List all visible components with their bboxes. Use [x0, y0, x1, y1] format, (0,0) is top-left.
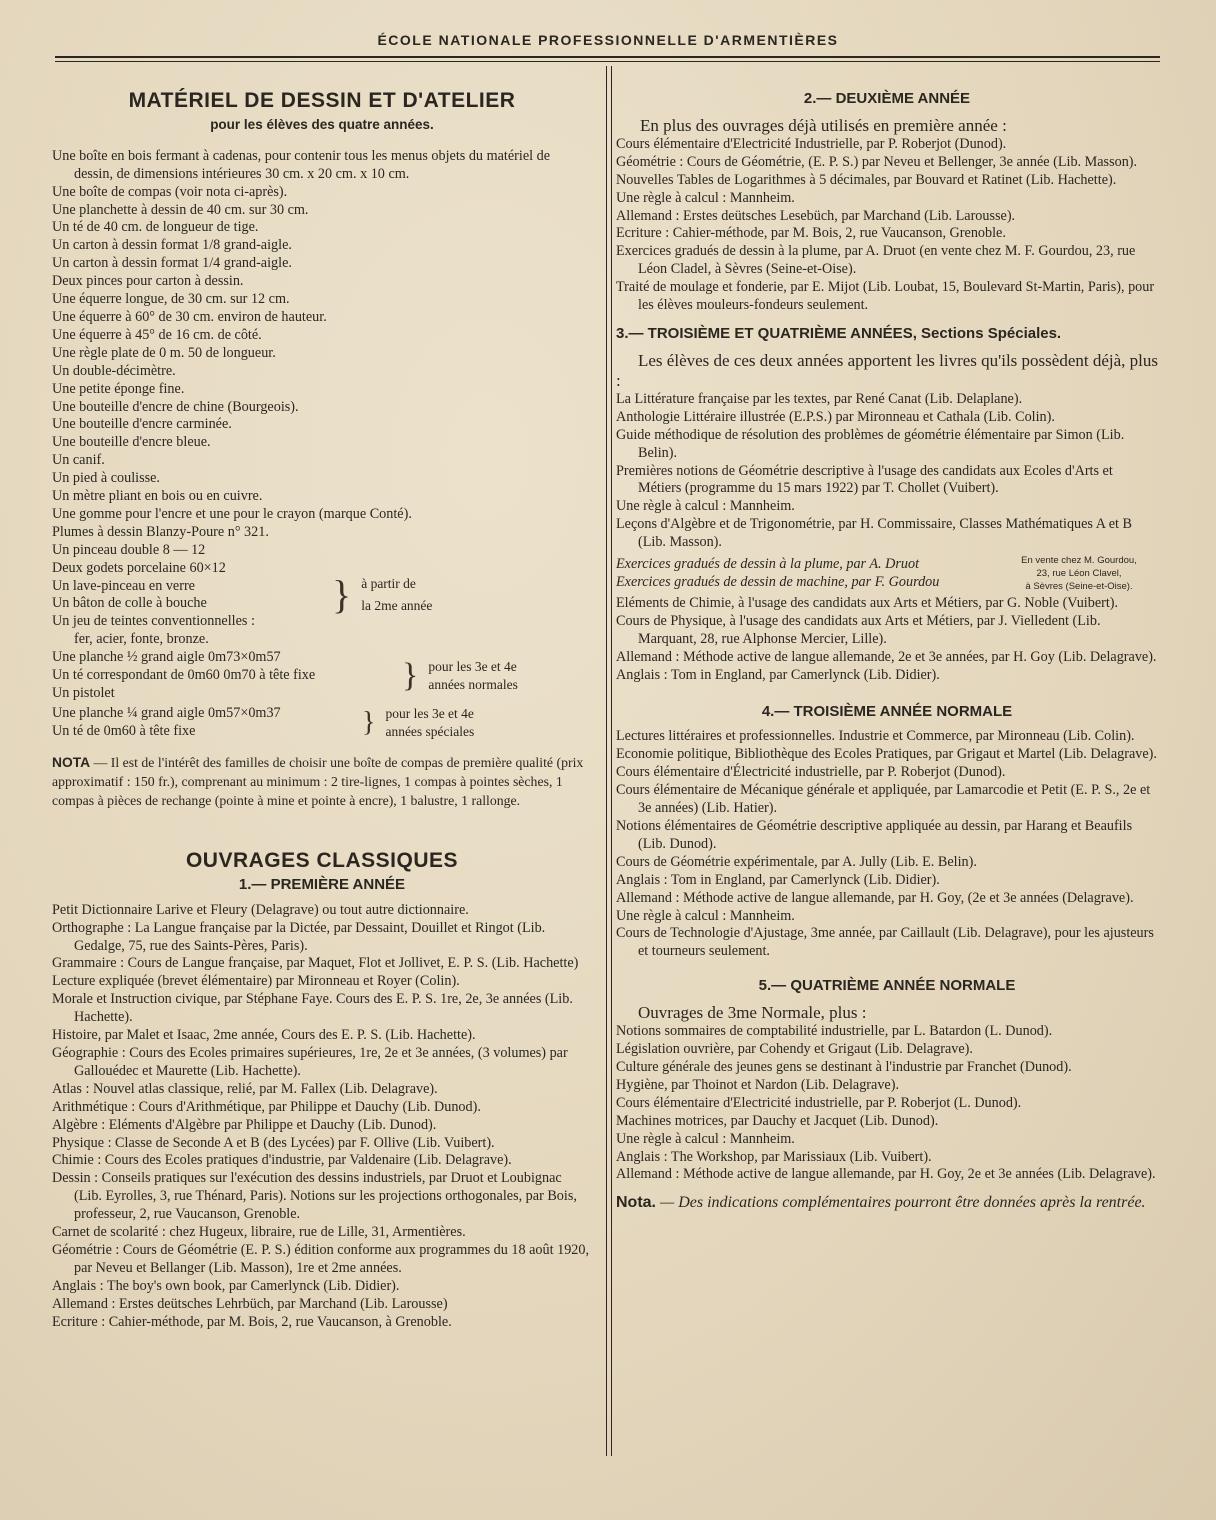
- list-item: Une boîte en bois fermant à cadenas, pour contenir tous les menus objets du matériel de dessin, de dimensions intérieures 30 cm. x 20 cm. x 10 cm.: [52, 147, 550, 182]
- list-item: Cours élémentaire de Mécanique générale et appliquée, par Lamarcodie et Petit (E. P. S., 2e et 3e années) (Lib. Hatier).: [616, 782, 1151, 817]
- list-item: Une planche ½ grand aigle 0m73×0m57: [52, 649, 281, 666]
- list-item: Une bouteille d'encre carminée.: [52, 416, 232, 433]
- section-title: 4.— TROISIÈME ANNÉE NORMALE: [761, 702, 1013, 720]
- list-item: Une bouteille d'encre bleue.: [52, 434, 211, 451]
- druot-gourdou-group: [616, 554, 1158, 593]
- list-item: Un té de 40 cm. de longueur de tige.: [52, 219, 259, 236]
- list-item: Une règle à calcul : Mannheim.: [616, 907, 795, 924]
- materiel-title: MATÉRIEL DE DESSIN ET D'ATELIER: [128, 89, 516, 112]
- list-item: Une règle à calcul : Mannheim.: [616, 498, 795, 515]
- vente-note: à Sèvres (Seine-et-Oise).: [1025, 581, 1133, 593]
- list-item: Notions élémentaires de Géométrie descriptive appliquée au dessin, par Harang et Beaufils (Lib. Dunod).: [616, 818, 1133, 852]
- list-item: Culture générale des jeunes gens se destinant à l'industrie par Franchet (Dunod).: [616, 1058, 1072, 1075]
- list-item: Une équerre longue, de 30 cm. sur 12 cm.: [52, 291, 290, 308]
- list-item: Une planche ¼ grand aigle 0m57×0m37: [52, 705, 281, 721]
- list-item: Géométrie : Cours de Géométrie (E. P. S.) édition conforme aux programmes du 18 août 1920, par Neveu et Bellanger (Lib. Masson), 1re et 2me années.: [52, 1241, 590, 1276]
- group-2me-annee: [52, 542, 592, 649]
- list-item: Allemand : Méthode active de langue allemande, par H. Goy, 2e et 3e années (Lib. Delagrave).: [616, 1166, 1156, 1183]
- list-item: Cours de Géométrie expérimentale, par A. Jully (Lib. E. Belin).: [616, 853, 977, 870]
- list-item: Un carton à dessin format 1/4 grand-aigle.: [52, 255, 292, 272]
- list-item: Une règle à calcul : Mannheim.: [616, 189, 795, 206]
- group-note: la 2me année: [361, 598, 433, 614]
- premiere-annee-list: [52, 902, 592, 1332]
- list-item: Morale et Instruction civique, par Stéphane Faye. Cours des E. P. S. 1re, 2e, 3e années (Lib. Hachette).: [52, 991, 573, 1026]
- group-note: années normales: [428, 677, 518, 693]
- nota-compas: [52, 753, 592, 810]
- list-item: Une règle à calcul : Mannheim.: [616, 1130, 795, 1147]
- list-item: Anglais : Tom in England, par Camerlynck (Lib. Didier).: [616, 666, 940, 683]
- list-item: Anthologie Littéraire illustrée (E.P.S.) par Mironneau et Cathala (Lib. Colin).: [616, 408, 1055, 425]
- column-divider-inner: [611, 66, 612, 1456]
- list-item: Chimie : Cours des Ecoles pratiques d'industrie, par Valdenaire (Lib. Delagrave).: [52, 1152, 512, 1169]
- section-title: 5.— QUATRIÈME ANNÉE NORMALE: [758, 977, 1016, 995]
- list-item: Un té de 0m60 à tête fixe: [52, 722, 196, 739]
- list-item: Lecture expliquée (brevet élémentaire) par Mironneau et Royer (Colin).: [52, 973, 460, 990]
- list-item: Dessin : Conseils pratiques sur l'exécution des dessins industriels, par Druot et Loubignac (Lib. Eyrolles, 3, rue Thénard, Paris). Notions sur les projections orthogonales, par Bois, professeur, 2, rue Vaucanson, Grenoble.: [52, 1170, 577, 1223]
- school-header: ÉCOLE NATIONALE PROFESSIONNELLE D'ARMENTIÈRES: [377, 32, 839, 48]
- list-item: Premières notions de Géométrie descriptive à l'usage des candidats aux Ecoles d'Arts et Métiers (programme du 15 mars 1922) par T. Chollet (Vuibert).: [616, 462, 1113, 497]
- list-item: Une petite éponge fine.: [52, 380, 185, 397]
- list-item: Anglais : The Workshop, par Marissiaux (Lib. Vuibert).: [616, 1148, 932, 1165]
- nota-text: — Il est de l'intérêt des familles de choisir une boîte de compas de première qualité (prix approximatif : 150 fr.), comprenant au minimum : 2 tire-lignes, 1 compas à pointes sèches, 1 compas à pièces de rechange (pointe à mine et pointe à encre), 1 balustre, 1 rallonge.: [52, 754, 584, 808]
- section-title: 2.— DEUXIÈME ANNÉE: [803, 90, 971, 107]
- list-item: Eléments de Chimie, à l'usage des candidats aux Arts et Métiers, par G. Noble (Vuibert).: [616, 595, 1119, 612]
- nota-label: Nota.: [616, 1194, 656, 1212]
- list-item: Physique : Classe de Seconde A et B (des Lycées) par F. Ollive (Lib. Vuibert).: [52, 1134, 495, 1151]
- list-item: Lectures littéraires et professionnelles. Industrie et Commerce, par Mironneau (Lib. Colin).: [616, 728, 1135, 745]
- troisieme-normale-list: [616, 728, 1158, 961]
- list-item: Un carton à dessin format 1/8 grand-aigle.: [52, 237, 292, 254]
- list-item: Exercices gradués de dessin à la plume, par A. Druot: [616, 555, 920, 572]
- group-annees-speciales: [52, 703, 592, 743]
- list-item: Notions sommaires de comptabilité industrielle, par L. Batardon (L. Dunod).: [616, 1023, 1053, 1040]
- troisieme-quatrieme-list: [616, 391, 1158, 685]
- list-item: Grammaire : Cours de Langue française, par Maquet, Flot et Jollivet, E. P. S. (Lib. Hachette): [52, 955, 579, 972]
- list-item: Un double-décimètre.: [52, 362, 176, 379]
- section-intro: Ouvrages de 3me Normale, plus :: [638, 1003, 867, 1023]
- list-item: Leçons d'Algèbre et de Trigonométrie, par H. Commissaire, Classes Mathématiques A et B (Lib. Masson).: [616, 516, 1132, 551]
- list-item: Arithmétique : Cours d'Arithmétique, par Philippe et Dauchy (Lib. Dunod).: [52, 1098, 481, 1115]
- list-item: Hygiène, par Thoinot et Nardon (Lib. Delagrave).: [616, 1076, 899, 1093]
- section-intro: En plus des ouvrages déjà utilisés en première année :: [640, 115, 1007, 135]
- left-column: [52, 89, 592, 1331]
- list-item: La Littérature française par les textes, par René Canat (Lib. Delaplane).: [616, 390, 1023, 407]
- group-note: à partir de: [361, 576, 416, 592]
- vente-note: 23, rue Léon Clavel,: [1036, 568, 1122, 580]
- list-item: Législation ouvrière, par Cohendy et Grigaut (Lib. Delagrave).: [616, 1041, 973, 1058]
- section-intro: Les élèves de ces deux années apportent les livres qu'ils possèdent déjà, plus :: [616, 350, 1158, 390]
- list-item: Deux pinces pour carton à dessin.: [52, 273, 244, 290]
- list-item: Une gomme pour l'encre et une pour le crayon (marque Conté).: [52, 505, 412, 522]
- brace-icon: }: [402, 657, 419, 695]
- list-item: Exercices gradués de dessin à la plume, par A. Druot (en vente chez M. F. Gourdou, 23, rue Léon Cladel, à Sèvres (Seine-et-Oise).: [616, 243, 1136, 278]
- quatrieme-normale-list: [616, 1023, 1158, 1184]
- list-item: Exercices gradués de dessin de machine, par F. Gourdou: [616, 573, 940, 590]
- nota-text: — Des indications complémentaires pourront être données après la rentrée.: [656, 1194, 1146, 1212]
- brace-icon: }: [362, 706, 376, 738]
- nota-label: NOTA: [52, 754, 91, 770]
- list-item: Allemand : Erstes deütsches Lehrbüch, par Marchand (Lib. Larousse): [52, 1295, 448, 1312]
- list-item: Allemand : Erstes deütsches Lesebüch, par Marchand (Lib. Larousse).: [616, 207, 1016, 224]
- list-item: Anglais : The boy's own book, par Camerlynck (Lib. Didier).: [52, 1277, 400, 1294]
- materiel-subtitle: pour les élèves des quatre années.: [210, 116, 434, 132]
- list-item: Ecriture : Cahier-méthode, par M. Bois, 2, rue Vaucanson, Grenoble.: [616, 225, 1006, 242]
- list-item: Une planchette à dessin de 40 cm. sur 30 cm.: [52, 201, 309, 218]
- list-item: Petit Dictionnaire Larive et Fleury (Delagrave) ou tout autre dictionnaire.: [52, 901, 469, 918]
- list-item: Un bâton de colle à bouche: [52, 595, 207, 612]
- list-item: Une règle plate de 0 m. 50 de longueur.: [52, 344, 276, 361]
- deuxieme-annee-list: [616, 136, 1158, 315]
- list-item: Allemand : Méthode active de langue allemande, 2e et 3e années, par H. Goy (Lib. Delagrave).: [616, 648, 1157, 665]
- list-item: Deux godets porcelaine 60×12: [52, 559, 226, 576]
- list-item: Cours élémentaire d'Electricité Industrielle, par P. Roberjot (Dunod).: [616, 135, 1007, 152]
- list-item: Nouvelles Tables de Logarithmes à 5 décimales, par Bouvard et Ratinet (Lib. Hachette).: [616, 171, 1117, 188]
- column-divider: [606, 66, 607, 1456]
- group-note: pour les 3e et 4e: [428, 659, 517, 675]
- list-item: Un jeu de teintes conventionnelles :: [52, 613, 255, 630]
- list-item: Histoire, par Malet et Isaac, 2me année, Cours des E. P. S. (Lib. Hachette).: [52, 1027, 476, 1044]
- list-item: Un lave-pinceau en verre: [52, 577, 195, 594]
- list-item: Anglais : Tom in England, par Camerlynck (Lib. Didier).: [616, 871, 940, 888]
- list-item: Plumes à dessin Blanzy-Poure n° 321.: [52, 523, 269, 540]
- list-item: Une équerre à 60° de 30 cm. environ de hauteur.: [52, 308, 327, 325]
- list-item: Carnet de scolarité : chez Hugeux, libraire, rue de Lille, 31, Armentières.: [52, 1224, 466, 1241]
- list-item: Une bouteille d'encre de chine (Bourgeois).: [52, 398, 299, 415]
- materiel-list: [52, 148, 592, 542]
- list-item: Géographie : Cours des Ecoles primaires supérieures, 1re, 2e et 3e années, (3 volumes) par Gallouédec et Maurette (Lib. Hachette).: [52, 1044, 568, 1079]
- group-annees-normales: [52, 649, 592, 703]
- nota-final: [616, 1192, 1158, 1214]
- list-item: Guide méthodique de résolution des problèmes de géométrie élémentaire par Simon (Lib. Belin).: [616, 426, 1125, 461]
- list-item: Un pistolet: [52, 685, 115, 701]
- header-rule: [55, 56, 1160, 58]
- list-item: Allemand : Méthode active de langue allemande, par H. Goy, (2e et 3e années (Delagrave).: [616, 889, 1134, 906]
- list-item: Atlas : Nouvel atlas classique, relié, par M. Fallex (Lib. Delagrave).: [52, 1080, 438, 1097]
- group-note: pour les 3e et 4e: [385, 705, 474, 721]
- list-item: Une équerre à 45° de 16 cm. de côté.: [52, 326, 262, 343]
- list-item: Un pinceau double 8 — 12: [52, 541, 206, 558]
- header-rule-thin: [55, 61, 1160, 62]
- list-item: Un mètre pliant en bois ou en cuivre.: [52, 488, 263, 505]
- group-note: années spéciales: [385, 723, 475, 739]
- list-item: Cours élémentaire d'Électricité industrielle, par P. Roberjot (Dunod).: [616, 764, 1006, 781]
- list-item: Machines motrices, par Dauchy et Jacquet (Lib. Dunod).: [616, 1112, 939, 1129]
- list-item: Algèbre : Eléments d'Algèbre par Philippe et Dauchy (Lib. Dunod).: [52, 1116, 437, 1133]
- section-title: 1.— PREMIÈRE ANNÉE: [238, 875, 406, 893]
- list-item: Orthographe : La Langue française par la Dictée, par Dessaint, Douillet et Ringot (Lib. Gedalge, 75, rue des Saints-Pères, Paris).: [52, 919, 546, 954]
- ouvrages-title: OUVRAGES CLASSIQUES: [185, 848, 459, 872]
- list-item: Une boîte de compas (voir nota ci-après).: [52, 183, 288, 200]
- list-item: fer, acier, fonte, bronze.: [74, 631, 209, 648]
- list-item: Ecriture : Cahier-méthode, par M. Bois, 2, rue Vaucanson, à Grenoble.: [52, 1313, 452, 1330]
- list-item: Traité de moulage et fonderie, par E. Mijot (Lib. Loubat, 15, Boulevard St-Martin, Paris), pour les élèves mouleurs-fondeurs seulement.: [616, 279, 1155, 314]
- list-item: Un canif.: [52, 452, 105, 469]
- list-item: Cours de Physique, à l'usage des candidats aux Arts et Métiers, par J. Vielledent (Lib. Marquant, 28, rue Alphonse Mercier, Lille).: [616, 612, 1101, 647]
- list-item: Géométrie : Cours de Géométrie, (E. P. S.) par Neveu et Bellenger, 3e année (Lib. Masson).: [616, 153, 1138, 170]
- list-item: Un pied à coulisse.: [52, 470, 160, 487]
- list-item: Un té correspondant de 0m60 0m70 à tête fixe: [52, 667, 316, 684]
- right-column: [616, 90, 1158, 1214]
- brace-icon: }: [332, 572, 352, 618]
- list-item: Economie politique, Bibliothèque des Ecoles Pratiques, par Grigaut et Martel (Lib. Delagrave).: [616, 746, 1157, 763]
- vente-note: En vente chez M. Gourdou,: [1021, 555, 1137, 567]
- list-item: Cours élémentaire d'Electricité industrielle, par P. Roberjot (L. Dunod).: [616, 1094, 1022, 1111]
- list-item: Cours de Technologie d'Ajustage, 3me année, par Caillault (Lib. Delagrave), pour les ajusteurs et tourneurs seulement.: [616, 925, 1154, 960]
- section-title: 3.— TROISIÈME ET QUATRIÈME ANNÉES, Sections Spéciales.: [616, 324, 1062, 342]
